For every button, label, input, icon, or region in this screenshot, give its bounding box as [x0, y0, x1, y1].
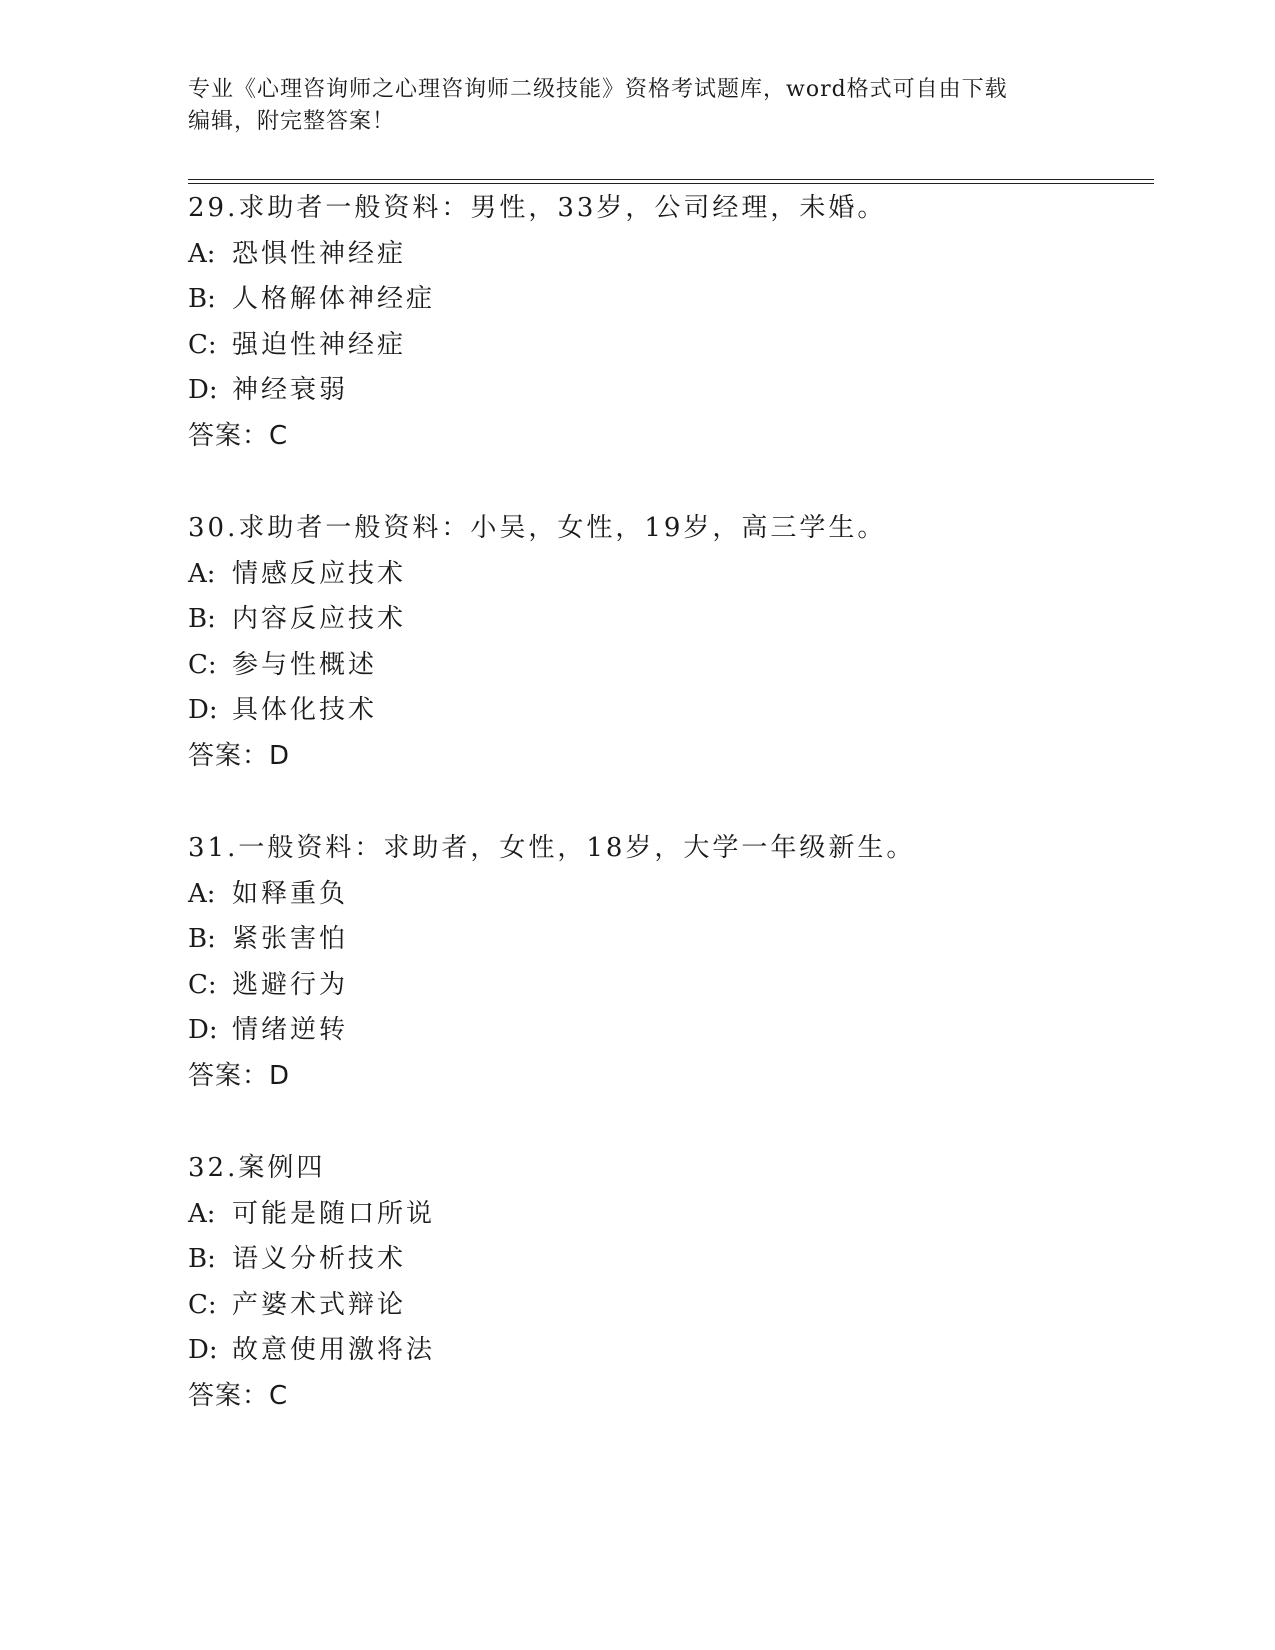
- option-key: D:: [188, 375, 218, 406]
- option-b: [188, 597, 1148, 643]
- option-text: 逃避行为: [232, 969, 349, 1000]
- option-text: 恐惧性神经症: [232, 238, 407, 269]
- option-key: B:: [188, 284, 216, 315]
- option-text: 内容反应技术: [232, 604, 407, 635]
- option-c: [188, 643, 1148, 689]
- option-text: 参与性概述: [232, 649, 378, 680]
- option-c: [188, 1283, 1148, 1329]
- option-key: C:: [188, 329, 217, 360]
- option-key: D:: [188, 1015, 218, 1046]
- option-d: [188, 688, 1148, 734]
- option-key: C:: [188, 969, 217, 1000]
- answer-line: 答案：D: [188, 740, 291, 771]
- option-key: B:: [188, 1244, 216, 1275]
- option-key: B:: [188, 924, 216, 955]
- answer-line: 答案：D: [188, 1060, 291, 1091]
- option-key: A:: [188, 238, 216, 269]
- question-31: [188, 826, 1148, 1100]
- question-stem: 30.求助者一般资料：小吴，女性，19岁，高三学生。: [188, 513, 887, 543]
- option-text: 人格解体神经症: [232, 284, 436, 315]
- answer-line: 答案：C: [188, 420, 289, 451]
- option-key: A:: [188, 878, 216, 909]
- option-text: 紧张害怕: [232, 924, 349, 955]
- option-text: 神经衰弱: [232, 375, 349, 406]
- option-a: [188, 552, 1148, 598]
- option-text: 强迫性神经症: [232, 329, 407, 360]
- option-b: [188, 277, 1148, 323]
- question-32: [188, 1146, 1148, 1420]
- option-key: C:: [188, 1289, 217, 1320]
- option-d: [188, 368, 1148, 414]
- document-header: [188, 74, 1088, 138]
- option-d: [188, 1328, 1148, 1374]
- option-key: A:: [188, 558, 216, 589]
- option-a: [188, 872, 1148, 918]
- question-stem: 31.一般资料：求助者，女性，18岁，大学一年级新生。: [188, 833, 916, 863]
- option-text: 情绪逆转: [232, 1015, 349, 1046]
- question-29: [188, 186, 1148, 460]
- option-c: [188, 323, 1148, 369]
- option-key: D:: [188, 695, 218, 726]
- question-stem: 29.求助者一般资料：男性，33岁，公司经理，未婚。: [188, 193, 887, 223]
- option-d: [188, 1008, 1148, 1054]
- header-divider-bottom: [188, 183, 1154, 184]
- option-b: [188, 917, 1148, 963]
- option-text: 具体化技术: [232, 695, 378, 726]
- option-b: [188, 1237, 1148, 1283]
- option-a: [188, 1192, 1148, 1238]
- question-stem: 32.案例四: [188, 1153, 326, 1183]
- option-c: [188, 963, 1148, 1009]
- option-a: [188, 232, 1148, 278]
- header-line-2: 编辑，附完整答案！: [188, 109, 396, 134]
- option-text: 语义分析技术: [232, 1244, 407, 1275]
- option-text: 如释重负: [232, 878, 349, 909]
- option-key: D:: [188, 1335, 218, 1366]
- option-key: B:: [188, 604, 216, 635]
- header-divider-top: [188, 179, 1154, 180]
- option-text: 产婆术式辩论: [232, 1289, 407, 1320]
- answer-line: 答案：C: [188, 1380, 289, 1411]
- option-text: 故意使用激将法: [232, 1335, 436, 1366]
- header-line-1: 专业《心理咨询师之心理咨询师二级技能》资格考试题库，word格式可自由下载: [188, 77, 1008, 102]
- option-key: A:: [188, 1198, 216, 1229]
- option-text: 情感反应技术: [232, 558, 407, 589]
- question-30: [188, 506, 1148, 780]
- option-key: C:: [188, 649, 217, 680]
- option-text: 可能是随口所说: [232, 1198, 436, 1229]
